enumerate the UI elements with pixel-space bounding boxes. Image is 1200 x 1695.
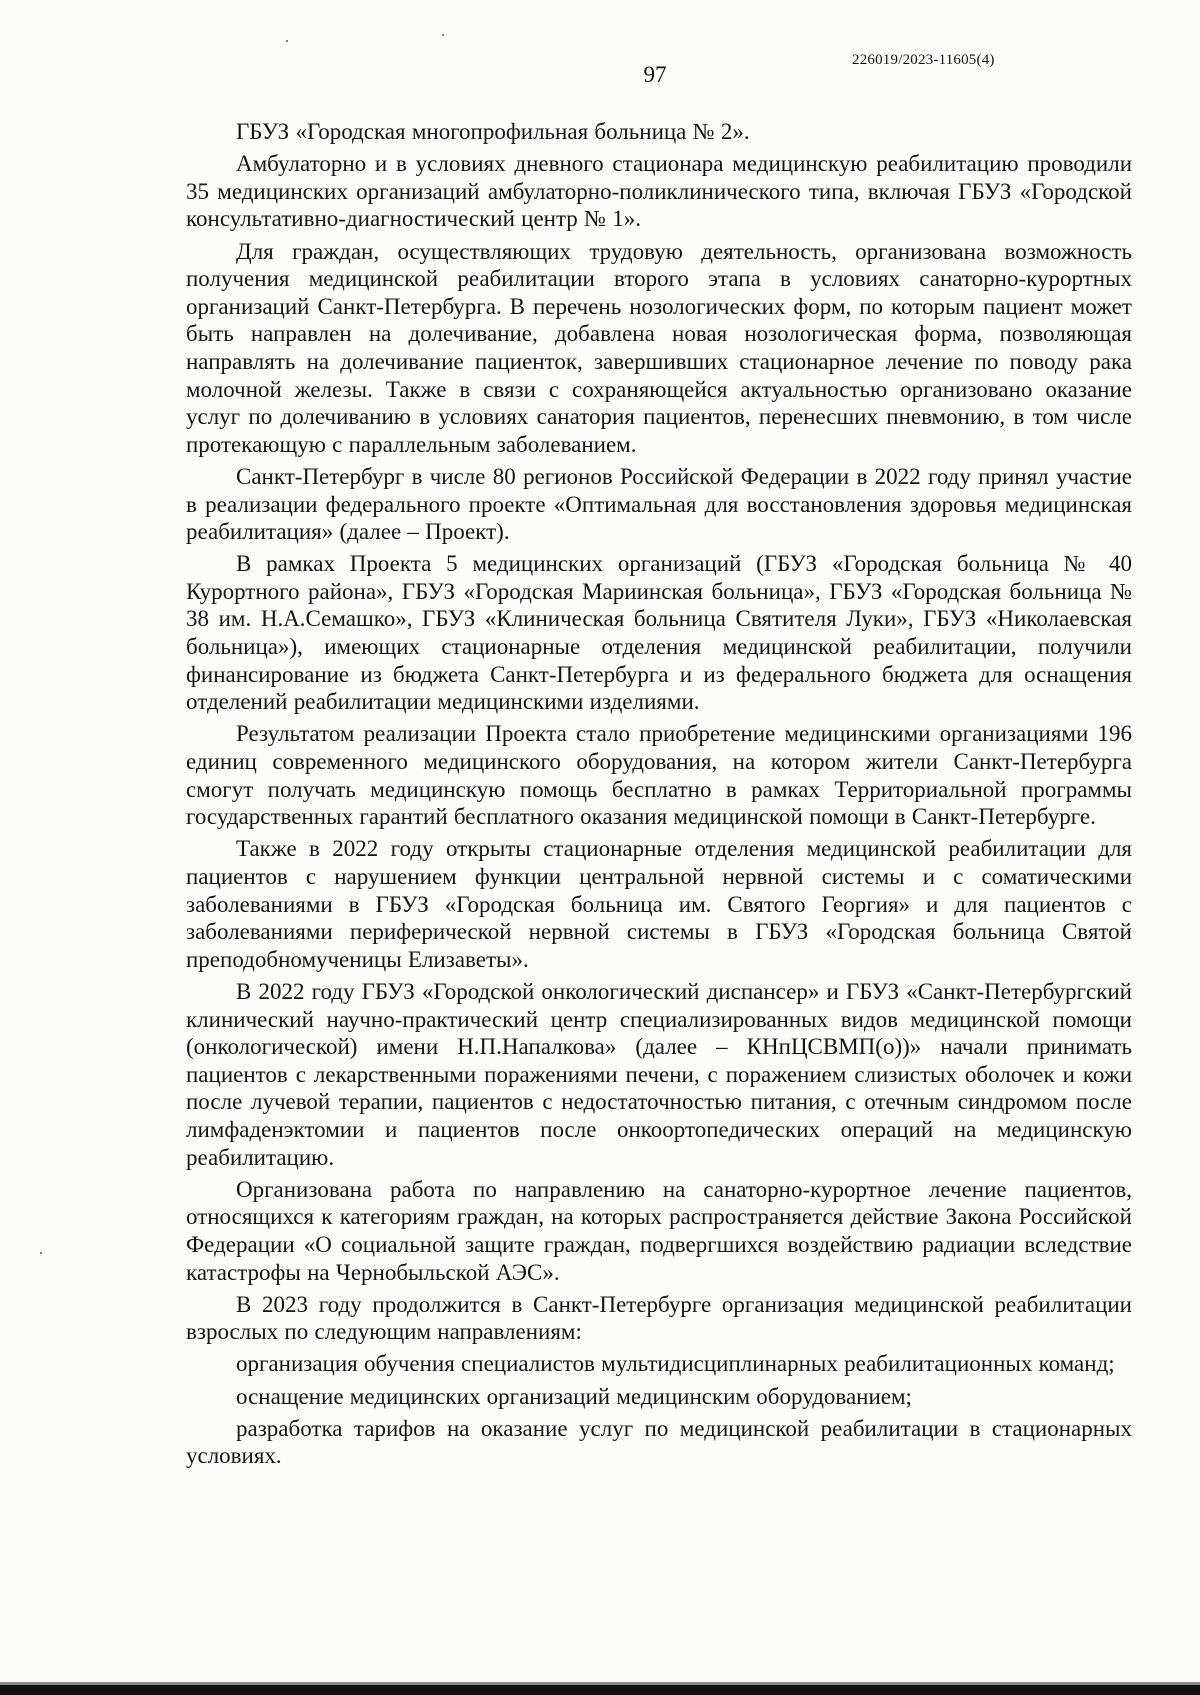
document-body [186, 118, 1132, 1475]
list-item: оснащение медицинских организаций медицинским оборудованием; [236, 1383, 912, 1409]
document-registration-number: 226019/2023-11605(4) [852, 52, 995, 68]
paragraph: Амбулаторно и в условиях дневного стационара медицинскую реабилитацию проводили 35 медицинских организаций амбулаторно-поликлинического типа, включая ГБУЗ «Городской консультативно-диагностический центр № 1». [186, 151, 1132, 232]
list-item: разработка тарифов на оказание услуг по медицинской реабилитации в стационарных условиях. [186, 1415, 1132, 1469]
scan-edge-bar [0, 1685, 1200, 1695]
paragraph: В рамках Проекта 5 медицинских организаций (ГБУЗ «Городская больница № 40 Курортного района», ГБУЗ «Городская Мариинская больница», ГБУЗ «Городская больница № 38 им. Н.А.Семашко», ГБУЗ «Клиническая больница Святителя Луки», ГБУЗ «Николаевская больница»), имеющих стационарные отделения медицинской реабилитации, получили финансирование из бюджета Санкт-Петербурга и из федерального бюджета для оснащения отделений реабилитации медицинскими изделиями. [186, 551, 1132, 715]
paragraph: В 2022 году ГБУЗ «Городской онкологический диспансер» и ГБУЗ «Санкт-Петербургский клинический научно-практический центр специализированных видов медицинской помощи (онкологической) имени Н.П.Напалкова» (далее – КНпЦСВМП(о))» начали принимать пациентов с лекарственными поражениями печени, с поражением слизистых оболочек и кожи после лучевой терапии, пациентов с недостаточностью питания, с отечным синдромом после лимфаденэктомии и пациентов после онкоортопедических операций на медицинскую реабилитацию. [186, 978, 1132, 1170]
page-number: 97 [643, 62, 667, 87]
paragraph: Для граждан, осуществляющих трудовую деятельность, организована возможность получения медицинской реабилитации второго этапа в условиях санаторно-курортных организаций Санкт-Петербурга. В перечень нозологических форм, по которым пациент может быть направлен на долечивание, добавлена новая нозологическая форма, позволяющая направлять на долечивание пациенток, завершивших стационарное лечение по поводу рака молочной железы. Также в связи с сохраняющейся актуальностью организовано оказание услуг по долечиванию в условиях санатория пациентов, перенесших пневмонию, в том числе протекающую с параллельным заболеванием. [186, 238, 1132, 457]
paragraph: Организована работа по направлению на санаторно-курортное лечение пациентов, относящихся к категориям граждан, на которых распространяется действие Закона Российской Федерации «О социальной защите граждан, подвергшихся воздействию радиации вследствие катастрофы на Чернобыльской АЭС». [186, 1176, 1132, 1285]
scan-speck [286, 40, 288, 42]
list-item: организация обучения специалистов мультидисциплинарных реабилитационных команд; [236, 1351, 1115, 1377]
paragraph: Также в 2022 году открыты стационарные отделения медицинской реабилитации для пациентов с нарушением функции центральной нервной системы и с соматическими заболеваниями в ГБУЗ «Городская больница им. Святого Георгия» и для пациентов с заболеваниями периферической нервной системы в ГБУЗ «Городская больница Святой преподобномученицы Елизаветы». [186, 836, 1132, 972]
scan-speck [442, 34, 444, 36]
paragraph: Результатом реализации Проекта стало приобретение медицинскими организациями 196 единиц современного медицинского оборудования, на котором жители Санкт-Петербурга смогут получать медицинскую помощь бесплатно в рамках Территориальной программы государственных гарантий бесплатного оказания медицинской помощи в Санкт-Петербурге. [186, 721, 1132, 830]
paragraph: ГБУЗ «Городская многопрофильная больница № 2». [236, 119, 750, 144]
paragraph: Санкт-Петербург в числе 80 регионов Российской Федерации в 2022 году принял участие в реализации федерального проекте «Оптимальная для восстановления здоровья медицинская реабилитация» (далее – Проект). [186, 463, 1132, 545]
scan-speck [40, 1252, 42, 1254]
paragraph: В 2023 году продолжится в Санкт-Петербурге организация медицинской реабилитации взрослых по следующим направлениям: [186, 1291, 1132, 1345]
